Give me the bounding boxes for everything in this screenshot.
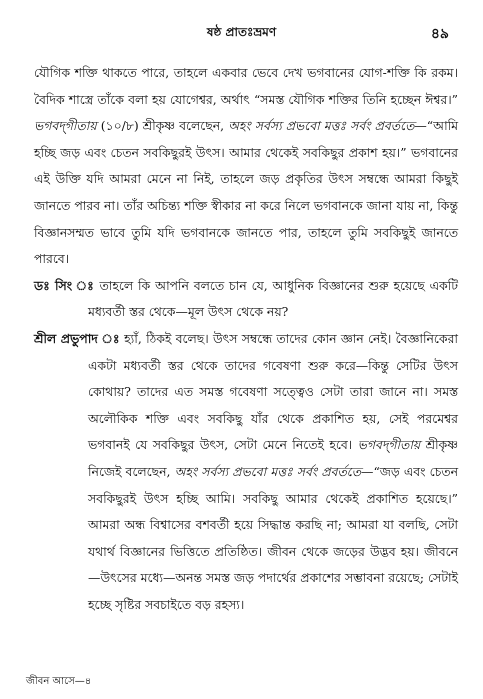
scripture-reference: ভগবদ্‌গীতায় xyxy=(34,118,97,134)
chapter-title: ষষ্ঠ প্রাতঃভ্রমণ xyxy=(206,25,277,39)
speaker-label: ডঃ সিং ঃ xyxy=(34,277,95,293)
dialog-entry-dr-singh xyxy=(34,273,458,326)
dialog-text: হ্যাঁ, ঠিকই বলেছ। উৎস সম্বন্ধে তাদের কোন জ্ঞান নেই। বৈজ্ঞানিকেরা একটা মধ্যবর্তী স্তর থেকে তাদের গবেষণা শুরু করে—কিন্তু সেটির উৎস কোথায়? তাদের এত সমস্ত গবেষণা সত্ত্বেও সেটা তারা জানে না। সমস্ত অলৌকিক শক্তি এবং সবকিছু যাঁর থেকে প্রকাশিত হয়, সেই পরমেশ্বর ভগবানই যে সবকিছুর উৎস, সেটা মেনে নিতেই হবে। xyxy=(88,330,458,453)
paragraph-text: —“আমি হচ্ছি জড় এবং চেতন সবকিছুরই উৎস। আমার থেকেই সবকিছুর প্রকাশ হয়।” ভগবানের এই উক্তি যদি আমরা মেনে না নিই, তাহলে জড় প্রকৃতির উৎস সম্বন্ধে আমরা কিছুই জানতে পারব না। তাঁর অচিন্ত্য শক্তি স্বীকার না করে নিলে ভগবানকে জানা যায় না, কিন্তু বিজ্ঞানসম্মত ভাবে তুমি যদি ভগবানকে জানতে পার, তাহলে তুমি সবকিছুই জানতে পারবে। xyxy=(34,118,458,267)
running-header xyxy=(30,22,453,42)
page-number: ৪৯ xyxy=(430,26,449,42)
dialog-text: তাহলে কি আপনি বলতে চান যে, আধুনিক বিজ্ঞানের শুরু হয়েছে একটি মধ্যবর্তী স্তর থেকে—মূল উৎস থেকে নয়? xyxy=(88,277,458,320)
dialog-text: শ্রীকৃষ্ণ নিজেই বলেছেন, xyxy=(88,437,458,479)
speaker-label: শ্রীল প্রভুপাদ ঃ xyxy=(34,330,120,346)
sanskrit-verse: অহং সর্বস্য প্রভবো মত্তঃ সর্বং প্রবর্ততে xyxy=(174,463,362,479)
paragraph-text: (১০/৮) শ্রীকৃষ্ণ বলেছেন, xyxy=(96,118,229,134)
paragraph-continuation xyxy=(34,60,458,273)
paragraph-text: যৌগিক শক্তি থাকতে পারে, তাহলে একবার ভেবে দেখ ভগবানের যোগ-শক্তি কি রকম। বৈদিক শাস্ত্রে তাঁকে বলা হয় যোগেশ্বর, অর্থাৎ “সমস্ত যৌগিক শক্তির তিনি হচ্ছেন ঈশ্বর।” xyxy=(34,65,458,107)
footer-signature: জীবন আসে—৪ xyxy=(26,676,92,687)
dialog-text: —“জড় এবং চেতন সবকিছুরই উৎস হচ্ছি আমি। সবকিছু আমার থেকেই প্রকাশিত হয়েছে।” আমরা অন্ধ বিশ্বাসের বশবর্তী হয়ে সিদ্ধান্ত করছি না; আমরা যা বলছি, সেটা যথার্থ বিজ্ঞানের ভিত্তিতে প্রতিষ্ঠিত। জীবন থেকে জড়ের উদ্ভব হয়। জীবনে—উৎসের মধ্যে—অনন্ত সমস্ত জড় পদার্থের প্রকাশের সম্ভাবনা রয়েছে; সেটাই হচ্ছে সৃষ্টির সবচাইতে বড় রহস্য। xyxy=(88,463,458,612)
dialog-entry-prabhupada xyxy=(34,326,458,619)
page-body xyxy=(34,60,458,618)
sanskrit-verse: অহং সর্বস্য প্রভবো মত্তঃ সর্বং প্রবর্ততে xyxy=(228,118,415,134)
scripture-reference: ভগবদ্‌গীতায় xyxy=(357,437,421,453)
